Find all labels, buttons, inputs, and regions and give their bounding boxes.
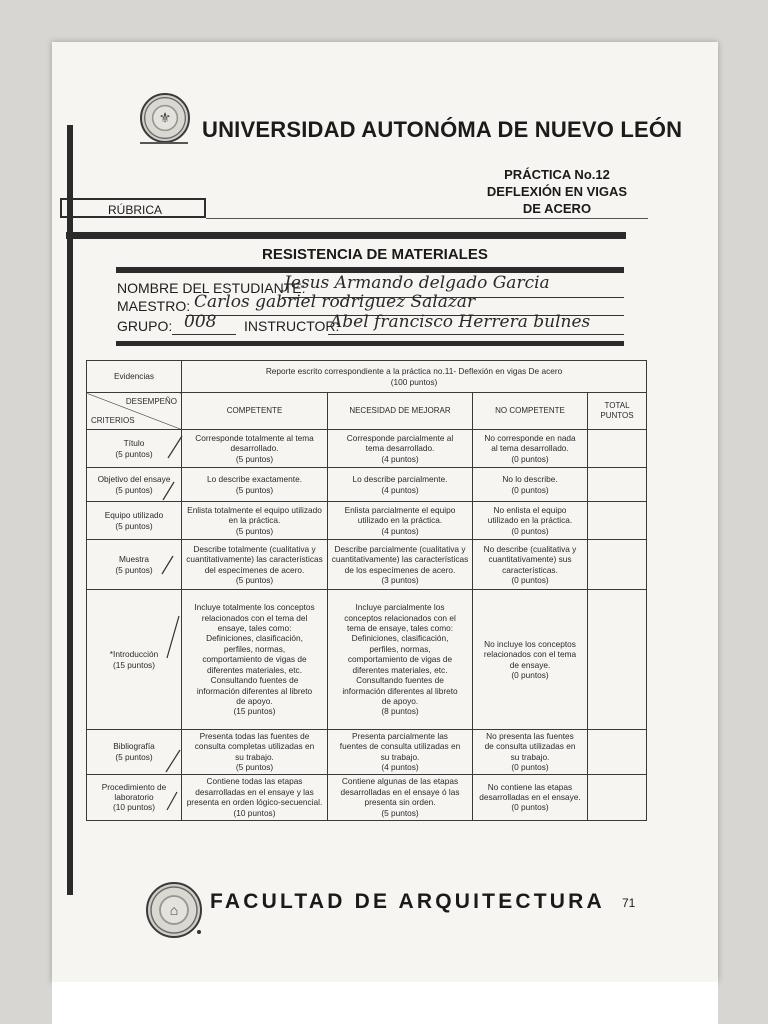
descriptor-line: cuantitativamente) sus (488, 554, 572, 565)
info-divider (116, 341, 624, 346)
descriptor-line: (0 puntos) (511, 669, 549, 680)
descriptor-line: (5 puntos) (381, 807, 419, 818)
descriptor-line: Enlista totalmente el equipo utilizado (187, 504, 322, 515)
descriptor-cell-no-competente (473, 468, 588, 502)
student-name-value: Jesus Armando delgado Garcia (284, 273, 550, 293)
total-points-cell (588, 774, 647, 820)
descriptor-line: Definiciones, clasificación, (206, 633, 303, 644)
descriptor-line: relacionados con el tema (483, 649, 577, 660)
descriptor-line: (4 puntos) (381, 762, 419, 773)
page-number: 71 (622, 896, 636, 910)
binding-bar (67, 125, 73, 895)
subject-title: RESISTENCIA DE MATERIALES (262, 246, 488, 263)
descriptor-cell-no-competente (473, 502, 588, 540)
descriptor-line: diferentes materiales, etc. (207, 664, 302, 675)
descriptor-line: desarrollado. (230, 443, 279, 454)
descriptor-line: Lo describe exactamente. (206, 474, 302, 485)
instructor-value: Abel francisco Herrera bulnes (330, 312, 591, 332)
descriptor-line: (0 puntos) (511, 762, 549, 773)
descriptor-line: Enlista parcialmente el equipo (344, 504, 456, 515)
descriptor-line: (0 puntos) (511, 525, 549, 536)
group-underline (172, 334, 236, 335)
practice-line: DEFLEXIÓN EN VIGAS (486, 184, 628, 199)
descriptor-line: (8 puntos) (381, 706, 419, 717)
criterion-cell (87, 502, 182, 540)
descriptor-line: Definiciones, clasificación, (351, 633, 449, 644)
faculty-title: FACULTAD DE ARQUITECTURA (210, 890, 605, 913)
descriptor-cell-no-competente (473, 540, 588, 590)
descriptor-cell-no-competente (473, 430, 588, 468)
descriptor-line: consulta completas utilizadas en (194, 741, 315, 752)
instructor-label: INSTRUCTOR: (244, 318, 340, 334)
total-points-cell (588, 590, 647, 730)
criterion-points: (10 puntos) (113, 802, 155, 813)
total-points-cell (588, 502, 647, 540)
evidence-label: Evidencias (87, 361, 182, 393)
descriptor-line: Corresponde totalmente al tema (195, 432, 314, 443)
descriptor-line: información diferentes al libreto (196, 685, 313, 696)
descriptor-line: del especímenes de acero. (204, 564, 305, 575)
column-header: NECESIDAD DE MEJORAR (328, 393, 473, 430)
descriptor-line: relacionados con el tema del (201, 612, 308, 623)
descriptor-line: No lo describe. (502, 474, 558, 485)
descriptor-line: Describe parcialmente (cualitativa y (334, 543, 466, 554)
criterion-points: (15 puntos) (113, 659, 155, 670)
column-header: NO COMPETENTE (473, 393, 588, 430)
descriptor-line: cuantitativamente) las características (186, 554, 323, 565)
descriptor-line: (0 puntos) (511, 574, 549, 585)
descriptor-line: de apoyo. (236, 695, 273, 706)
descriptor-line: (5 puntos) (235, 484, 274, 495)
descriptor-line: tema de ensaye, tales como: (346, 623, 454, 634)
descriptor-line: comportamiento de vigas de (202, 654, 307, 665)
desempeno-label: DESEMPEÑO (125, 397, 177, 406)
descriptor-cell-mejorar (328, 430, 473, 468)
teacher-value: Carlos gabriel rodriguez Salazar (194, 292, 476, 312)
descriptor-line: Consultando fuentes de (210, 675, 299, 686)
descriptor-line: No corresponde en nada (484, 432, 576, 443)
total-points-cell (588, 430, 647, 468)
descriptor-line: Incluye parcialmente los (355, 602, 445, 613)
descriptor-line: (5 puntos) (235, 574, 274, 585)
rubrica-label: RÚBRICA (60, 198, 206, 218)
descriptor-line: tema desarrollado. (365, 443, 435, 454)
descriptor-line: de ensaye. (509, 659, 551, 670)
descriptor-line: (10 puntos) (233, 807, 276, 818)
descriptor-cell-mejorar (328, 502, 473, 540)
descriptor-cell-competente (182, 774, 328, 820)
descriptor-cell-mejorar (328, 730, 473, 775)
descriptor-line: (4 puntos) (381, 453, 419, 464)
practice-title (468, 166, 646, 217)
descriptor-cell-mejorar (328, 468, 473, 502)
descriptor-line: (5 puntos) (235, 525, 274, 536)
descriptor-line: No enlista el equipo (493, 504, 567, 515)
descriptor-line: (0 puntos) (511, 484, 549, 495)
descriptor-line: utilizado en la práctica. (487, 515, 573, 526)
descriptor-line: diferentes materiales, etc. (352, 664, 448, 675)
descriptor-line: información diferentes al libreto (342, 685, 458, 696)
check-mark-icon (159, 552, 177, 578)
practice-line: DE ACERO (522, 201, 592, 216)
descriptor-line: fuentes de consulta utilizadas en (339, 741, 461, 752)
evidence-description (182, 361, 647, 393)
criterion-name: Muestra (119, 554, 149, 565)
descriptor-cell-competente (182, 590, 328, 730)
practice-line: PRÁCTICA No.12 (504, 167, 610, 182)
table-row (87, 361, 647, 393)
evidence-text: Reporte escrito correspondiente a la práctica no.11- Deflexión en vigas De acero (265, 366, 563, 377)
check-mark-icon (160, 478, 178, 504)
page-bottom-margin (52, 982, 718, 1024)
descriptor-line: (0 puntos) (511, 802, 549, 813)
descriptor-line: ensaye, tales como: (217, 623, 292, 634)
descriptor-line: No describe (cualitativa y (483, 543, 577, 554)
header-rule (140, 142, 188, 144)
descriptor-cell-competente (182, 502, 328, 540)
descriptor-cell-competente (182, 430, 328, 468)
total-points-cell (588, 468, 647, 502)
criterion-points: (5 puntos) (115, 751, 153, 762)
group-value: 008 (184, 312, 217, 332)
criterion-points: (5 puntos) (115, 448, 153, 459)
check-mark-icon (164, 614, 182, 660)
descriptor-line: su trabajo. (510, 751, 550, 762)
criterios-label: CRITERIOS (91, 415, 135, 425)
descriptor-line: Consultando fuentes de (356, 675, 444, 686)
section-divider (66, 232, 626, 239)
check-mark-icon (164, 788, 182, 814)
faculty-seal-icon: ⌂ (146, 882, 202, 938)
rubrica-rule (206, 218, 648, 219)
descriptor-line: conceptos relacionados con el (344, 612, 456, 623)
descriptor-line: en la práctica. (228, 515, 281, 526)
group-label: GRUPO: (117, 318, 173, 334)
teacher-label: MAESTRO: (117, 298, 191, 314)
descriptor-line: (15 puntos) (233, 706, 276, 717)
check-mark-icon (164, 748, 182, 774)
descriptor-cell-competente (182, 730, 328, 775)
descriptor-line: Corresponde parcialmente al (346, 432, 454, 443)
descriptor-line: cuantitativamente) las características (331, 554, 469, 565)
descriptor-line: (4 puntos) (381, 525, 419, 536)
descriptor-line: presenta en orden lógico-secuencial. (186, 797, 323, 808)
descriptor-cell-no-competente (473, 730, 588, 775)
descriptor-line: de consulta utilizadas en (484, 741, 576, 752)
descriptor-line: su trabajo. (380, 751, 420, 762)
descriptor-cell-competente (182, 468, 328, 502)
criterion-points: (5 puntos) (115, 484, 153, 495)
criterion-name: *Introducción (109, 649, 159, 660)
footer-dot (197, 930, 201, 934)
descriptor-cell-no-competente (473, 590, 588, 730)
descriptor-line: No presenta las fuentes (486, 731, 574, 741)
descriptor-line: su trabajo. (235, 751, 274, 762)
descriptor-line: (0 puntos) (511, 453, 549, 464)
descriptor-line: de apoyo. (381, 695, 419, 706)
student-name-label: NOMBRE DEL ESTUDIANTE: (117, 280, 306, 296)
descriptor-line: No contiene las etapas (487, 781, 573, 792)
descriptor-line: (4 puntos) (381, 484, 419, 495)
descriptor-line: presenta sin orden. (364, 797, 436, 808)
check-mark-icon (166, 434, 184, 460)
table-header-row (87, 393, 647, 430)
descriptor-cell-mejorar (328, 540, 473, 590)
descriptor-cell-competente (182, 540, 328, 590)
criterion-name: Procedimiento de laboratorio (101, 781, 167, 802)
criterion-name: Equipo utilizado (104, 510, 164, 521)
descriptor-cell-mejorar (328, 590, 473, 730)
descriptor-line: desarrolladas en el ensaye. (479, 791, 581, 802)
descriptor-cell-mejorar (328, 774, 473, 820)
instructor-underline (328, 334, 624, 335)
descriptor-line: (5 puntos) (235, 453, 274, 464)
descriptor-line: características. (502, 564, 558, 575)
column-header: TOTAL PUNTOS (588, 393, 647, 430)
criterion-points: (5 puntos) (115, 520, 153, 531)
total-points-cell (588, 540, 647, 590)
descriptor-line: Contiene algunas de las etapas (341, 776, 459, 787)
descriptor-line: perfiles, normas, (369, 643, 431, 654)
criterion-name: Título (123, 438, 145, 449)
criterion-points: (5 puntos) (115, 564, 153, 575)
descriptor-line: Incluye totalmente los conceptos (194, 602, 315, 613)
descriptor-line: desarrolladas en el ensaye ó las (340, 786, 460, 797)
descriptor-cell-no-competente (473, 774, 588, 820)
descriptor-line: al tema desarrollado. (491, 443, 569, 454)
header-criteria-cell (87, 393, 182, 430)
descriptor-line: (5 puntos) (235, 762, 274, 773)
table-row (87, 502, 647, 540)
criterion-name: Bibliografía (113, 741, 155, 752)
criterion-name: Objetivo del ensaye (97, 474, 171, 485)
descriptor-line: (3 puntos) (381, 574, 419, 585)
descriptor-line: perfiles, normas, (223, 643, 286, 654)
descriptor-line: Lo describe parcialmente. (352, 474, 448, 485)
descriptor-line: comportamiento de vigas de (347, 654, 453, 665)
descriptor-line: desarrolladas en el ensaye y las (195, 786, 314, 797)
total-points-cell (588, 730, 647, 775)
descriptor-line: de los especímenes de acero. (344, 564, 456, 575)
descriptor-line: Contiene todas las etapas (206, 776, 303, 787)
descriptor-line: No incluye los conceptos (484, 638, 576, 649)
column-header: COMPETENTE (182, 393, 328, 430)
descriptor-line: utilizado en la práctica. (357, 515, 443, 526)
university-seal-icon: ⚜ (140, 93, 190, 143)
descriptor-line: Presenta todas las fuentes de (199, 731, 310, 741)
evidence-points: (100 puntos) (390, 376, 438, 387)
descriptor-line: Describe totalmente (cualitativa y (193, 543, 316, 554)
descriptor-line: Presenta parcialmente las (352, 731, 448, 741)
university-title: UNIVERSIDAD AUTONÓMA DE NUEVO LEÓN (202, 117, 683, 142)
